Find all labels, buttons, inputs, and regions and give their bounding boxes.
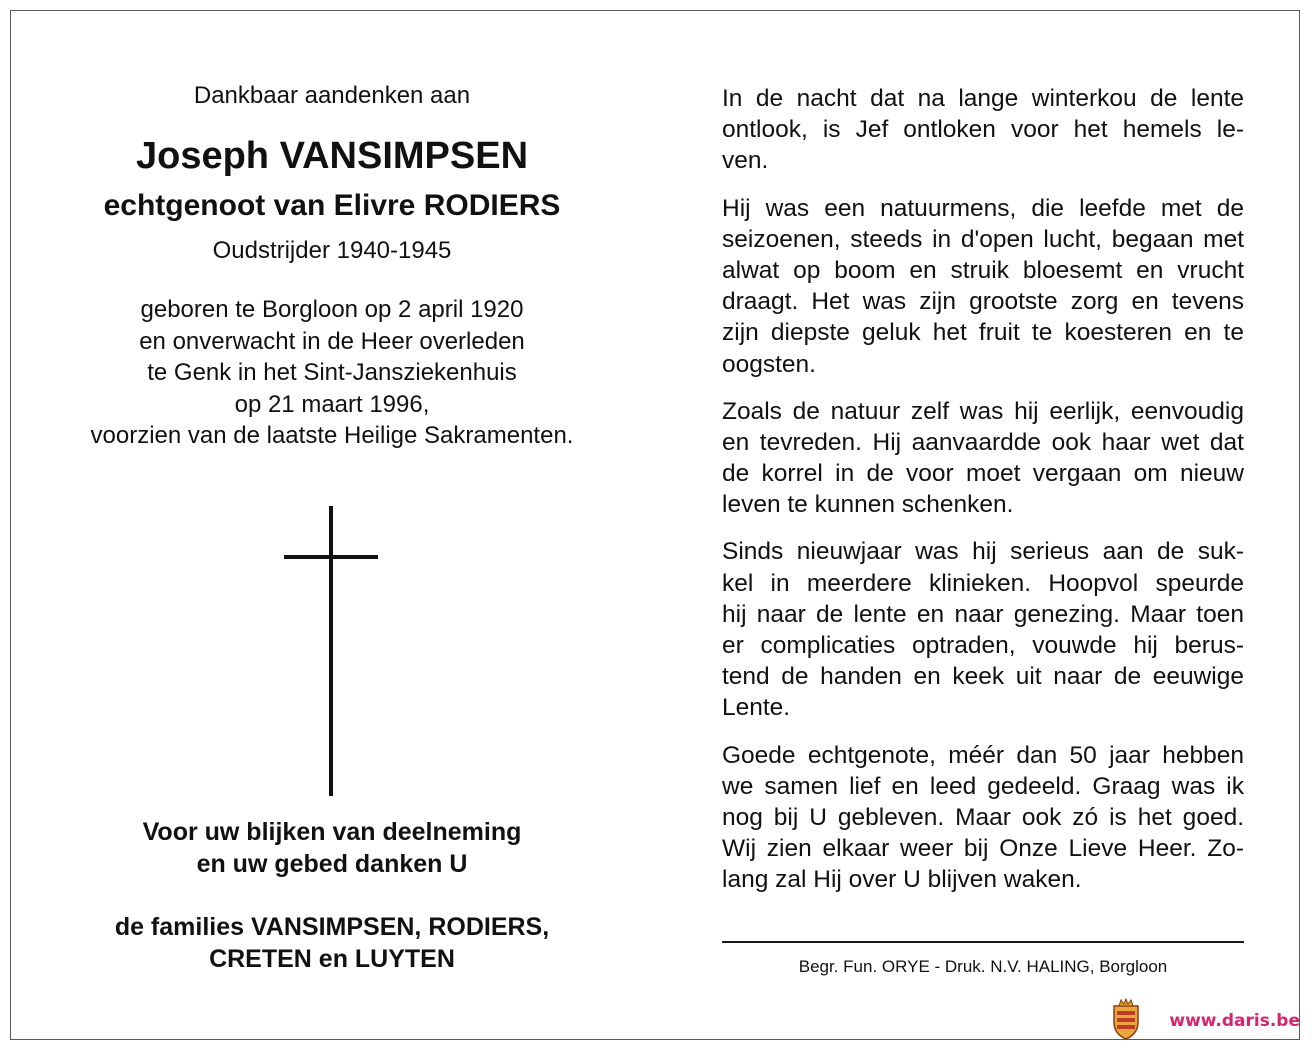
bio-line: en onverwacht in de Heer overleden	[139, 327, 525, 355]
tribute-line: we samen lief en leed gedeeld. Graag was ik	[722, 772, 1244, 800]
divider-line	[722, 941, 1244, 943]
thanks-block	[40, 817, 624, 880]
spouse-line: echtgenoot van Elivre RODIERS	[103, 189, 561, 222]
tribute-line: Lente.	[722, 694, 791, 722]
tribute-line: tend de handen en keek uit naar de eeuwige	[722, 663, 1244, 691]
tribute-line: kel in meerdere klinieken. Hoopvol speurde	[722, 569, 1244, 597]
bio-line: te Genk in het Sint-Jansziekenhuis	[147, 359, 517, 386]
tribute-paragraph	[722, 396, 1244, 521]
tribute-line: oogsten.	[722, 350, 816, 378]
tribute-line: alwat op boom en struik bloesemt en vrucht	[722, 256, 1244, 284]
tribute-line: draagt. Het was zijn grootste zorg en tevens	[722, 288, 1244, 316]
tribute-line: Sinds nieuwjaar was hij serieus aan de suk-	[722, 538, 1244, 566]
tribute-line: nog bij U gebleven. Maar ook zó is het goed.	[722, 803, 1244, 831]
thanks-line: Voor uw blijken van deelneming	[142, 818, 522, 846]
tribute-line: zijn diepste geluk het fruit te koesteren en te	[722, 319, 1244, 347]
tribute-paragraph	[722, 536, 1244, 723]
intro-line: Dankbaar aandenken aan	[193, 82, 471, 109]
tribute-paragraph	[722, 193, 1244, 380]
tribute-line: In de nacht dat na lange winterkou de lente	[722, 85, 1244, 112]
tribute-line: Goede echtgenote, méér dan 50 jaar hebben	[722, 741, 1244, 769]
families-line: CRETEN en LUYTEN	[209, 944, 455, 973]
families-line: de families VANSIMPSEN, RODIERS,	[114, 913, 550, 941]
tribute-line: Wij zien elkaar weer bij Onze Lieve Heer. Zo-	[722, 835, 1244, 863]
tribute-line: ven.	[722, 147, 769, 175]
tribute-line: er complicaties optraden, vouwde hij berus-	[722, 632, 1244, 659]
tribute-text	[722, 83, 1244, 912]
tribute-line: seizoenen, steeds in d'open lucht, begaan met	[722, 225, 1244, 253]
tribute-line: Zoals de natuur zelf was hij eerlijk, eenvoudig	[722, 397, 1244, 425]
tribute-paragraph	[722, 83, 1244, 177]
tribute-line: en tevreden. Hij aanvaardde ook haar wet dat	[722, 428, 1244, 456]
tribute-line: de korrel in de voor moet vergaan om nieuw	[722, 460, 1244, 488]
thanks-line: en uw gebed danken U	[196, 849, 468, 878]
crest-icon	[1110, 998, 1142, 1040]
deceased-name: Joseph VANSIMPSEN	[135, 135, 529, 177]
veteran-line: Oudstrijder 1940-1945	[212, 237, 452, 264]
tribute-line: Hij was een natuurmens, die leefde met de	[722, 194, 1244, 222]
bio-line: geboren te Borgloon op 2 april 1920	[140, 296, 524, 323]
tribute-line: hij naar de lente en naar genezing. Maar toen	[722, 600, 1244, 628]
bio-line: op 21 maart 1996,	[234, 390, 430, 418]
watermark-site: www.daris.be	[1169, 1011, 1300, 1031]
tribute-line: leven te kunnen schenken.	[722, 491, 1014, 519]
families-block	[40, 912, 624, 975]
cross-icon	[284, 506, 378, 796]
biography-block	[40, 294, 624, 452]
tribute-line: ontlook, is Jef ontloken voor het hemels le-	[722, 116, 1244, 144]
bio-line: voorzien van de laatste Heilige Sakramenten.	[90, 422, 574, 449]
tribute-line: lang zal Hij over U blijven waken.	[722, 866, 1082, 894]
tribute-paragraph	[722, 740, 1244, 896]
printer-credit: Begr. Fun. ORYE - Druk. N.V. HALING, Borgloon	[798, 957, 1168, 976]
